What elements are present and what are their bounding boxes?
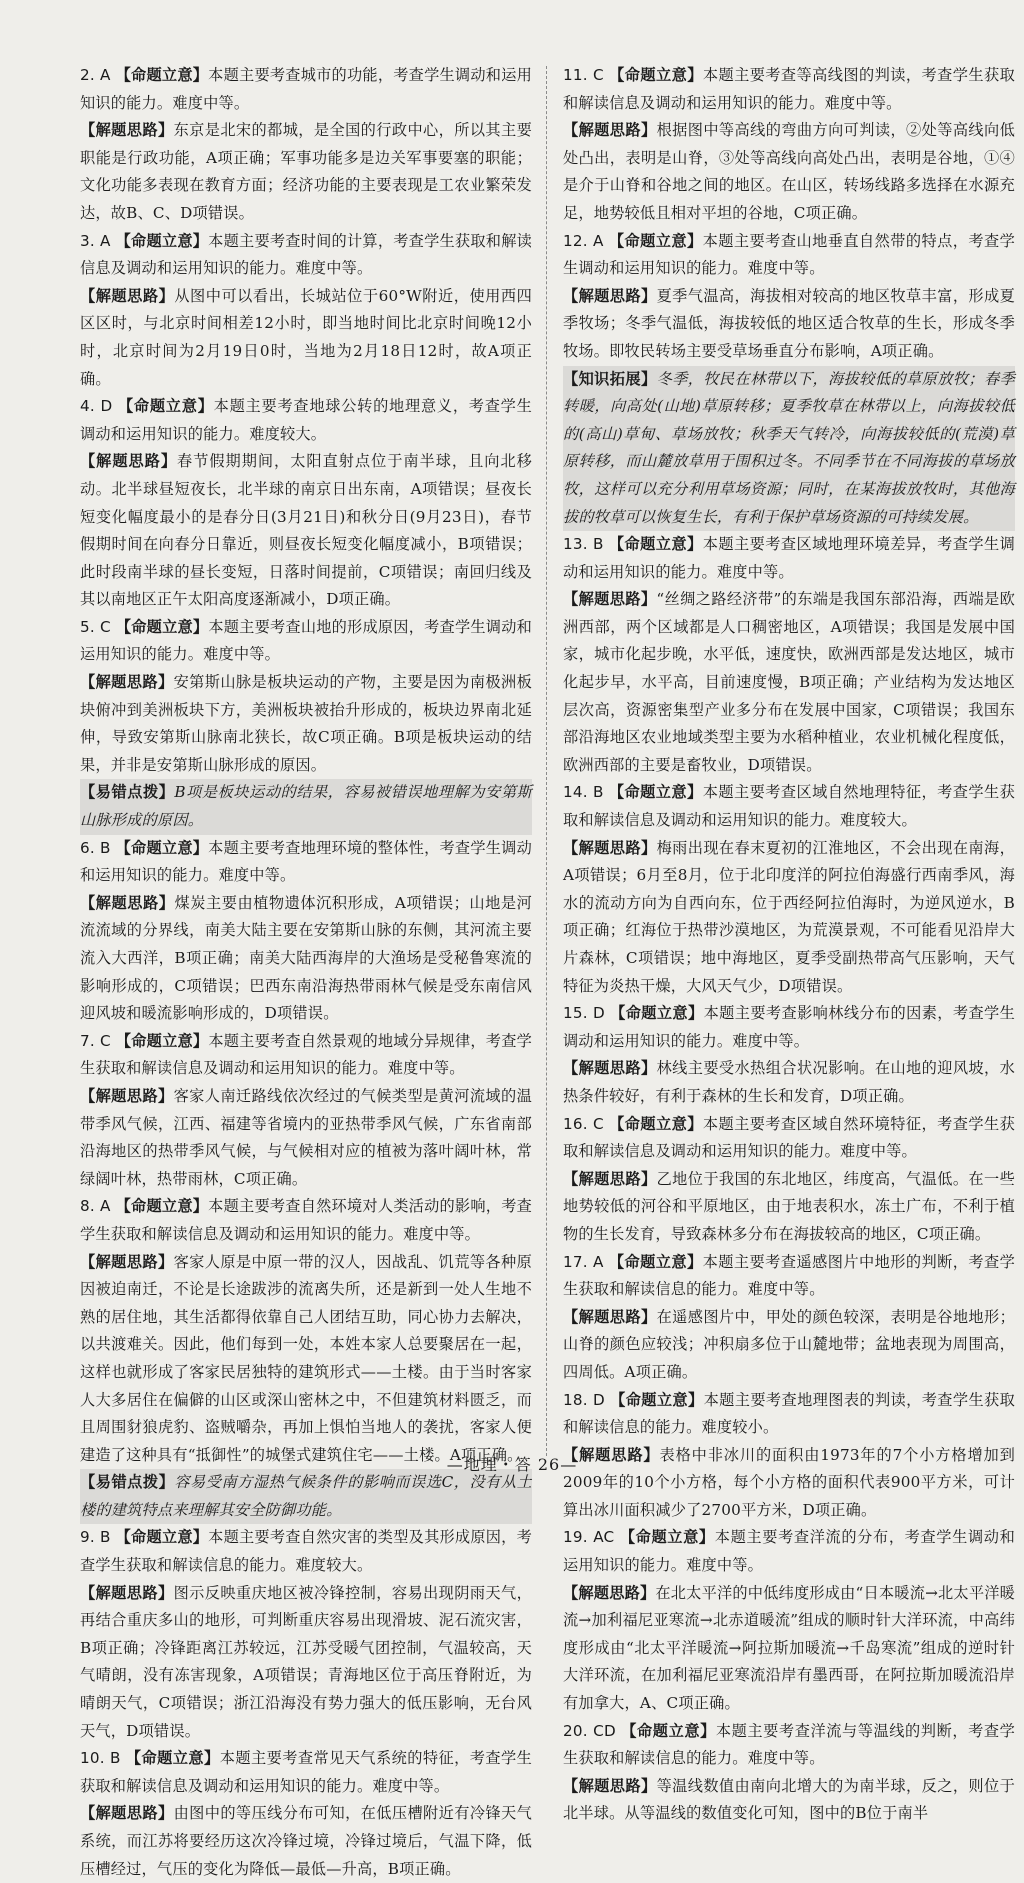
section-text: 本题主要考查地球公转的地理意义，考查学生调动和运用知识的能力。难度较大。 (80, 397, 533, 443)
explanation-paragraph (563, 1055, 1015, 1110)
section-tag: 【命题立意】 (115, 1197, 209, 1216)
section-text: 本题主要考查洋流的分布，考查学生调动和运用知识的能力。难度中等。 (563, 1528, 1015, 1575)
question-item (563, 1249, 1015, 1304)
section-text: 客家人南迁路线依次经过的气候类型是黄河流域的温带季风气候，江西、福建等省境内的亚热带季风气候，广东省南部沿海地区的热带季风气候，与气候相对应的植被为落叶阔叶林，常绿阔叶林，热带雨林，C项正确。 (80, 1086, 532, 1188)
section-tag: 【命题立意】 (115, 66, 209, 84)
section-text: 等温线数值由南向北增大的为南半球，反之，则位于北半球。从等温线的数值变化可知，图中的B位于南半 (563, 1776, 1015, 1823)
section-tag: 【命题立意】 (115, 617, 209, 636)
section-text: 本题主要考查区域自然环境特征，考查学生获取和解读信息及调动和运用知识的能力。难度中等。 (563, 1114, 1016, 1161)
section-text: 本题主要考查区域地理环境差异，考查学生调动和运用知识的能力。难度中等。 (563, 535, 1016, 581)
section-text: B项是板块运动的结果，容易被错误地理解为安第斯山脉形成的原因。 (80, 783, 532, 830)
question-number: 4. (80, 397, 101, 416)
explanation-paragraph (563, 1166, 1015, 1249)
section-text: “丝绸之路经济带”的东端是我国东部沿海，西端是欧洲西部，两个区域都是人口稠密地区，A项错误；我国是发展中国家，城市化起步晚，水平低，速度快，欧洲西部是发达地区，城市化起步早，水平高，目前速度慢，B项正确；产业结构为发达地区层次高，资源密集型产业多分布在发展中国家，C项错误；我国东部沿海地区农业地域类型主要为水稻种植业，农业机械化程度低，欧洲西部的主要是畜牧业，D项错误。 (563, 590, 1015, 774)
explanation-paragraph (563, 283, 1015, 366)
section-tag: 【易错点拨】 (80, 1473, 175, 1492)
section-tag: 【解题思路】 (563, 1583, 656, 1602)
explanation-paragraph (80, 1083, 532, 1193)
section-text: 由图中的等压线分布可知，在低压槽附近有冷锋天气系统，而江苏将要经历这次冷锋过境，冷锋过境后，气温下降，低压槽经过，气压的变化为降低—最低—升高，B项正确。 (80, 1804, 532, 1878)
section-tag: 【知识拓展】 (563, 369, 657, 388)
question-item (80, 1193, 532, 1248)
explanation-paragraph (563, 835, 1015, 1001)
question-item (80, 228, 532, 283)
question-item (80, 393, 532, 448)
question-number: 10. (80, 1749, 111, 1768)
section-text: 东京是北宋的都城，是全国的行政中心，所以其主要职能是行政功能，A项正确；军事功能多是边关军事要塞的职能；文化功能多表现在教育方面；经济功能的主要表现是工农业繁荣发达，故B、C、D项错误。 (80, 121, 532, 222)
section-text: 林线主要受水热组合状况影响。在山地的迎风坡，水热条件较好，有利于森林的生长和发育，D项正确。 (563, 1059, 1015, 1105)
section-tag: 【命题立意】 (117, 397, 214, 416)
section-tag: 【命题立意】 (608, 1252, 703, 1271)
section-text: 本题主要考查地理图表的判读，考查学生获取和解读信息的能力。难度较小。 (563, 1390, 1016, 1437)
section-text: 在北太平洋的中低纬度形成由“日本暖流→北太平洋暖流→加利福尼亚寒流→北赤道暖流”组成的顺时针大洋环流，中高纬度形成由“北太平洋暖流→阿拉斯加暖流→千岛寒流”组成的逆时针大洋环流，在加利福尼亚寒流沿岸有墨西哥，在阿拉斯加暖流沿岸有加拿大，A、C项正确。 (563, 1583, 1016, 1713)
tip-paragraph (80, 779, 532, 834)
section-tag: 【解题思路】 (80, 286, 175, 305)
section-tag: 【命题立意】 (115, 838, 209, 857)
question-number: 7. (80, 1031, 100, 1050)
section-tag: 【解题思路】 (563, 1307, 657, 1326)
question-number: 11. (563, 66, 594, 84)
answer-letter: D (100, 397, 118, 416)
explanation-paragraph (80, 1249, 532, 1470)
answer-letter: D (592, 1004, 611, 1023)
answer-letter: C (99, 1031, 116, 1050)
section-text: 本题主要考查时间的计算，考查学生获取和解读信息及调动和运用知识的能力。难度中等。 (80, 231, 533, 278)
explanation-paragraph (80, 1580, 532, 1746)
question-item (80, 1524, 532, 1579)
question-item (563, 1524, 1015, 1579)
section-tag: 【解题思路】 (80, 452, 178, 471)
question-item (563, 1387, 1015, 1442)
question-number: 16. (563, 1114, 594, 1133)
section-tag: 【命题立意】 (115, 231, 209, 250)
question-number: 20. (563, 1721, 594, 1740)
question-number: 3. (80, 231, 100, 250)
section-tag: 【命题立意】 (610, 1004, 704, 1023)
explanation-paragraph (563, 117, 1015, 227)
explanation-paragraph (80, 117, 532, 227)
explanation-paragraph (563, 1580, 1015, 1718)
question-number: 9. (80, 1528, 100, 1547)
section-tag: 【解题思路】 (563, 1445, 660, 1464)
column-divider (546, 66, 547, 1456)
section-tag: 【解题思路】 (80, 673, 174, 692)
left-column (80, 62, 532, 1883)
explanation-paragraph (563, 586, 1015, 779)
section-text: 从图中可以看出，长城站位于60°W附近，使用西四区区时，与北京时间相差12小时，即当地时间比北京时间晚12小时，北京时间为2月19日0时，当地为2月18日12时，故A项正确。 (80, 286, 532, 388)
section-text: 本题主要考查等高线图的判读，考查学生获取和解读信息及调动和运用知识的能力。难度中等。 (563, 66, 1016, 112)
answer-letter: B (110, 1749, 126, 1768)
page-footer: —地理・答 26— (446, 1455, 578, 1474)
explanation-paragraph (80, 448, 532, 614)
section-text: 在遥感图片中，甲处的颜色较深，表明是谷地地形；山脊的颜色应较浅；冲积扇多位于山麓地带；盆地表现为周围高，四周低。A项正确。 (563, 1307, 1015, 1381)
section-text: 本题主要考查自然灾害的类型及其形成原因，考查学生获取和解读信息的能力。难度较大。 (80, 1528, 532, 1575)
explanation-paragraph (563, 1304, 1015, 1387)
section-text: 本题主要考查自然景观的地域分异规律，考查学生获取和解读信息及调动和运用知识的能力。难度中等。 (80, 1031, 533, 1078)
answer-letter: A (99, 231, 116, 250)
answer-letter: D (592, 1390, 611, 1409)
section-tag: 【命题立意】 (610, 1390, 704, 1409)
question-item (563, 1111, 1015, 1166)
section-text: 煤炭主要由植物遗体沉积形成，A项错误；山地是河流流域的分界线，南美大陆主要在安第斯山脉的东侧，其河流主要流入大西洋，B项正确；南美大陆西海岸的大渔场是受秘鲁寒流的影响形成的，C项错误；巴西东南沿海热带雨林气候是受东南信风迎风坡和暖流影响形成的，D项错误。 (80, 893, 532, 1023)
section-text: 根据图中等高线的弯曲方向可判读，②处等高线向低处凸出，表明是山脊，③处等高线向高处凸出，表明是谷地，①④是介于山脊和谷地之间的地区。在山区，转场线路多选择在水源充足，地势较低且相对平坦的谷地，C项正确。 (563, 121, 1015, 222)
answer-letter: C (593, 66, 610, 84)
section-tag: 【命题立意】 (609, 66, 703, 84)
section-tag: 【命题立意】 (125, 1749, 220, 1768)
question-item (563, 1000, 1015, 1055)
section-tag: 【解题思路】 (563, 121, 657, 140)
section-tag: 【命题立意】 (619, 1528, 715, 1547)
section-text: 本题主要考查城市的功能，考查学生调动和运用知识的能力。难度中等。 (80, 66, 533, 112)
section-tag: 【解题思路】 (563, 286, 657, 305)
question-item (563, 531, 1015, 586)
question-item (563, 62, 1015, 117)
section-tag: 【解题思路】 (80, 1252, 174, 1271)
section-tag: 【解题思路】 (563, 1169, 657, 1188)
section-tag: 【易错点拨】 (80, 783, 175, 802)
question-number: 19. (563, 1528, 594, 1547)
explanation-paragraph (80, 890, 532, 1028)
section-tag: 【命题立意】 (115, 1031, 209, 1050)
question-number: 17. (563, 1252, 594, 1271)
section-text: 春节假期期间，太阳直射点位于南半球，且向北移动。北半球昼短夜长，北半球的南京日出东南，A项错误；昼夜长短变化幅度最小的是春分日(3月21日)和秋分日(9月23日)，春节假期时间在向春分日靠近，则昼夜长短变化幅度减小，B项错误；此时段南半球的昼长变短，日落时间提前，C项错误；南回归线及其以南地区正午太阳高度逐渐减小，D项正确。 (80, 452, 532, 609)
answer-letter: A (593, 231, 609, 250)
explanation-paragraph (563, 1773, 1015, 1828)
section-tag: 【解题思路】 (563, 1059, 657, 1078)
section-tag: 【命题立意】 (608, 535, 703, 554)
question-number: 2. (80, 66, 100, 84)
question-item (563, 1718, 1015, 1773)
section-tag: 【解题思路】 (80, 1583, 174, 1602)
tip-paragraph (563, 366, 1015, 532)
explanation-paragraph (80, 283, 532, 393)
question-item (80, 614, 532, 669)
question-number: 18. (563, 1390, 593, 1409)
section-text: 夏季气温高，海拔相对较高的地区牧草丰富，形成夏季牧场；冬季气温低，海拔较低的地区适合牧草的生长，形成冬季牧场。即牧民转场主要受草场垂直分布影响，A项正确。 (563, 286, 1015, 360)
section-tag: 【解题思路】 (80, 1086, 174, 1105)
question-item (563, 228, 1015, 283)
answer-letter: AC (593, 1528, 620, 1547)
section-tag: 【解题思路】 (563, 1776, 657, 1795)
question-number: 13. (563, 535, 594, 554)
section-text: 图示反映重庆地区被冷锋控制，容易出现阴雨天气，再结合重庆多山的地形，可判断重庆容易出现滑坡、泥石流灾害，B项正确；冷锋距离江苏较远，江苏受暖气团控制，气温较高，天气晴朗，没有冻害现象，A项错误；青海地区位于高压脊附近，为晴朗天气，C项错误；浙江沿海没有势力强大的低压影响，无台风天气，D项错误。 (80, 1583, 532, 1740)
answer-letter: B (99, 838, 116, 857)
section-text: 乙地位于我国的东北地区，纬度高，气温低。在一些地势较低的河谷和平原地区，由于地表积水，冻土广布，不利于植物的生长发育，导致森林多分布在海拔较高的地区，C项正确。 (563, 1169, 1015, 1243)
section-tag: 【解题思路】 (80, 1804, 174, 1823)
answer-letter: C (99, 617, 116, 636)
answer-letter: A (99, 1197, 116, 1216)
section-text: 本题主要考查自然环境对人类活动的影响，考查学生获取和解读信息及调动和运用知识的能力。难度中等。 (80, 1197, 533, 1243)
section-tag: 【命题立意】 (608, 231, 703, 250)
section-text: 本题主要考查区域自然地理特征，考查学生获取和解读信息及调动和运用知识的能力。难度较大。 (563, 783, 1016, 830)
question-item (80, 835, 532, 890)
question-number: 12. (563, 231, 594, 250)
section-tag: 【解题思路】 (80, 121, 174, 140)
section-tag: 【解题思路】 (563, 590, 657, 609)
section-tag: 【命题立意】 (621, 1721, 716, 1740)
explanation-paragraph (80, 1800, 532, 1883)
tip-paragraph (80, 1469, 532, 1524)
answer-letter: A (593, 1252, 609, 1271)
section-tag: 【解题思路】 (80, 893, 175, 912)
answer-letter: A (99, 66, 116, 84)
section-text: 表格中非冰川的面积由1973年的7个小方格增加到2009年的10个小方格，每个小方格的面积代表900平方米，可计算出冰川面积减少了2700平方米，D项正确。 (563, 1445, 1015, 1519)
question-number: 15. (563, 1004, 593, 1023)
section-text: 容易受南方湿热气候条件的影响而误选C，没有从土楼的建筑特点来理解其安全防御功能。 (80, 1473, 532, 1519)
section-tag: 【命题立意】 (609, 1114, 703, 1133)
question-number: 14. (563, 783, 594, 802)
question-item (80, 1745, 532, 1800)
answer-letter: B (99, 1528, 116, 1547)
question-number: 8. (80, 1197, 100, 1216)
question-item (80, 1028, 532, 1083)
section-text: 本题主要考查影响林线分布的因素，考查学生调动和运用知识的能力。难度中等。 (563, 1004, 1016, 1050)
section-tag: 【命题立意】 (608, 783, 703, 802)
answer-letter: B (593, 783, 609, 802)
question-number: 6. (80, 838, 100, 857)
question-item (80, 62, 532, 117)
section-text: 本题主要考查山地的形成原因，考查学生调动和运用知识的能力。难度中等。 (80, 617, 533, 664)
section-text: 客家人原是中原一带的汉人，因战乱、饥荒等各种原因被迫南迁，不论是长途跋涉的流离失所，还是新到一处人生地不熟的居住地，其生活都得依靠自己人团结互助，同心协力去解决，以共渡难关。因此，他们每到一处，本姓本家人总要聚居在一起，这样也就形成了客家民居独特的建筑形式——土楼。由于当时客家人大多居住在偏僻的山区或深山密林之中，不但建筑材料匮乏，而且周围豺狼虎豹、盗贼嚼杂，再加上惧怕当地人的袭扰，客家人便建造了这种具有“抵御性”的城堡式建筑住宅——土楼。A项正确。 (80, 1252, 532, 1464)
section-tag: 【命题立意】 (115, 1528, 209, 1547)
question-item (563, 779, 1015, 834)
right-column (563, 62, 1015, 1828)
section-text: 本题主要考查常见天气系统的特征，考查学生获取和解读信息及调动和运用知识的能力。难度中等。 (80, 1749, 533, 1795)
answer-letter: CD (593, 1721, 622, 1740)
answer-letter: B (593, 535, 609, 554)
section-text: 本题主要考查遥感图片中地形的判断，考查学生获取和解读信息的能力。难度中等。 (563, 1252, 1016, 1299)
answer-letter: C (593, 1114, 610, 1133)
section-text: 冬季，牧民在林带以下，海拔较低的草原放牧；春季转暖，向高处(山地)草原转移；夏季牧草在林带以上，向海拔较低的(高山)草甸、草场放牧；秋季天气转冷，向海拔较低的(荒漠)草原转移，而山麓放草用于围积过冬。不同季节在不同海拔的草场放牧，这样可以充分利用草场资源；同时，在某海拔放牧时，其他海拔的牧草可以恢复生长，有利于保护草场资源的可持续发展。 (563, 369, 1015, 526)
section-text: 梅雨出现在春末夏初的江淮地区，不会出现在南海，A项错误；6月至8月，位于北印度洋的阿拉伯海盛行西南季风，海水的流动方向为自西向东，位于西经阿拉伯海时，为逆风逆水，B项正确；红海位于热带沙漠地区，为荒漠景观，不可能看见沿岸大片森林，C项错误；地中海地区，夏季受副热带高气压影响，天气特征为炎热干燥，大风天气少，D项错误。 (563, 838, 1015, 995)
section-text: 本题主要考查洋流与等温线的判断，考查学生获取和解读信息的能力。难度中等。 (563, 1721, 1016, 1768)
section-text: 本题主要考查山地垂直自然带的特点，考查学生调动和运用知识的能力。难度中等。 (563, 231, 1016, 278)
section-tag: 【解题思路】 (563, 838, 657, 857)
section-text: 安第斯山脉是板块运动的产物，主要是因为南极洲板块俯冲到美洲板块下方，美洲板块被抬升形成的，板块边界南北延伸，导致安第斯山脉南北狭长，故C项正确。B项是板块运动的结果，并非是安第斯山脉形成的原因。 (80, 673, 532, 774)
section-text: 本题主要考查地理环境的整体性，考查学生调动和运用知识的能力。难度中等。 (80, 838, 532, 885)
explanation-paragraph (80, 669, 532, 779)
question-number: 5. (80, 617, 100, 636)
